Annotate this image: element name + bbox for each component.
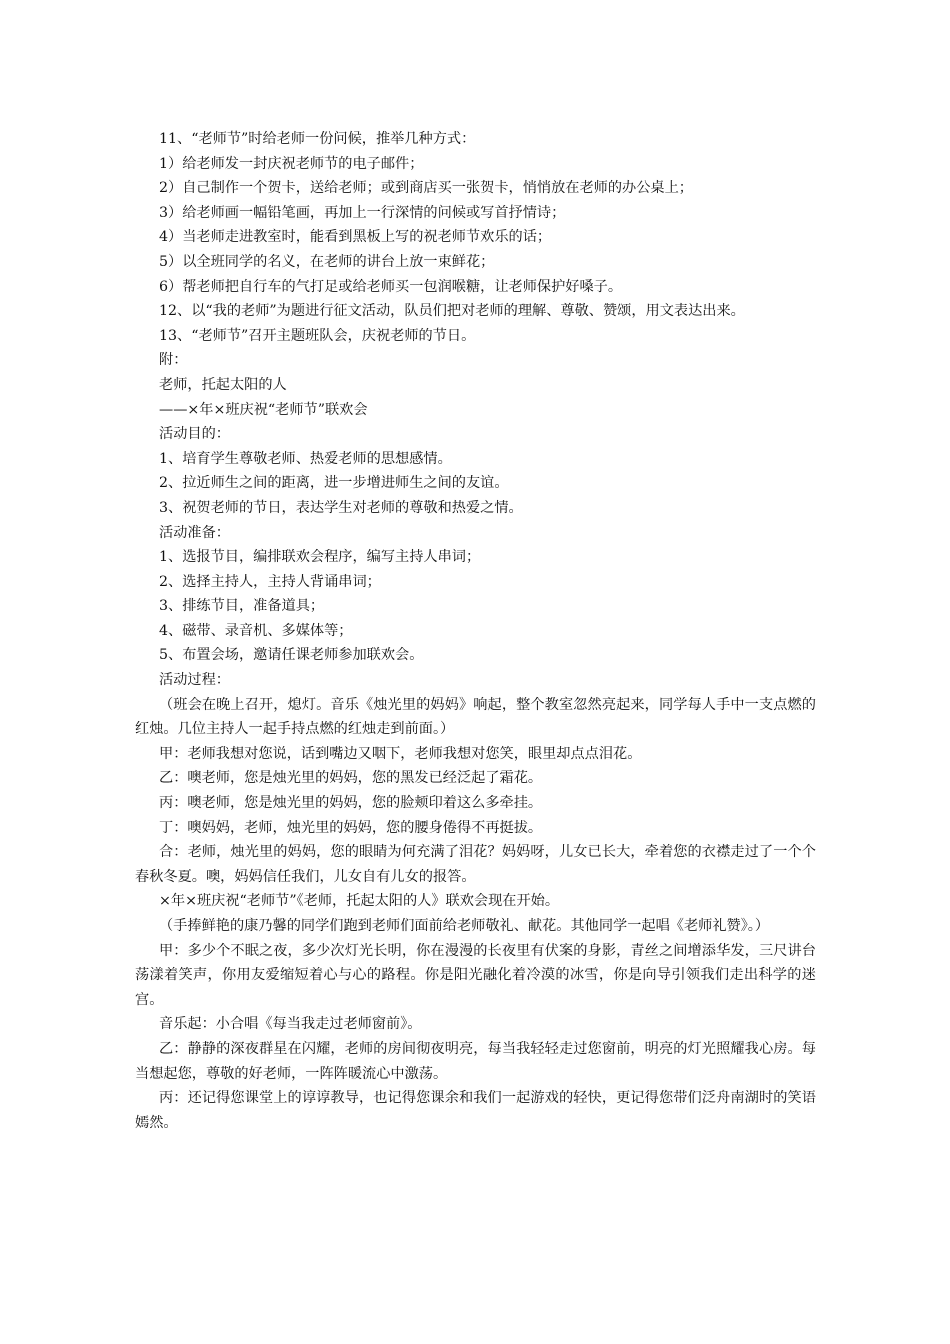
paragraph: 6）帮老师把自行车的气打足或给老师买一包润喉糖，让老师保护好嗓子。: [159, 278, 623, 295]
paragraph: 乙：噢老师，您是烛光里的妈妈，您的黑发已经泛起了霜花。: [159, 770, 543, 787]
paragraph: 丙：还记得您课堂上的谆谆教导，也记得您课余和我们一起游戏的轻快，更记得您带们泛舟南湖时的笑语嫣然。: [135, 1090, 816, 1131]
heading: 活动准备：: [159, 524, 230, 541]
paragraph: 13、“老师节”召开主题班队会，庆祝老师的节日。: [159, 327, 476, 344]
paragraph: 2、拉近师生之间的距离，进一步增进师生之间的友谊。: [159, 475, 509, 492]
heading: 活动目的：: [159, 426, 230, 443]
section-title: 老师，托起太阳的人: [159, 376, 287, 393]
heading: 活动过程：: [159, 672, 230, 689]
paragraph: 4）当老师走进教室时，能看到黑板上写的祝老师节欢乐的话；: [159, 229, 552, 246]
paragraph: 11、“老师节”时给老师一份问候，推举几种方式：: [159, 131, 476, 147]
paragraph: 1）给老师发一封庆祝老师节的电子邮件；: [159, 155, 424, 172]
paragraph: ×年×班庆祝“老师节”《老师，托起太阳的人》联欢会现在开始。: [159, 893, 560, 910]
paragraph: 3）给老师画一幅铅笔画，再加上一行深情的问候或写首抒情诗；: [159, 204, 566, 221]
paragraph: 乙：静静的深夜群星在闪耀，老师的房间彻夜明亮，每当我轻轻走过您窗前，明亮的灯光照耀我心房。每当想起您，尊敬的好老师，一阵阵暖流心中激荡。: [135, 1040, 816, 1082]
paragraph: 2、选择主持人，主持人背诵串词；: [159, 573, 381, 590]
paragraph: 5、布置会场，邀请任课老师参加联欢会。: [159, 647, 424, 664]
paragraph: 2）自己制作一个贺卡，送给老师；或到商店买一张贺卡，悄悄放在老师的办公桌上；: [159, 180, 693, 197]
paragraph: （班会在晚上召开，熄灯。音乐《烛光里的妈妈》响起，整个教室忽然亮起来，同学每人手中一支点燃的红烛。几位主持人一起手持点燃的红烛走到前面。）: [135, 696, 816, 738]
paragraph: 甲：老师我想对您说，话到嘴边又咽下，老师我想对您笑，眼里却点点泪花。: [159, 745, 642, 762]
paragraph: 3、排练节目，准备道具；: [159, 598, 325, 615]
paragraph: 丁：噢妈妈，老师，烛光里的妈妈，您的腰身倦得不再挺拔。: [159, 819, 543, 836]
paragraph: 5）以全班同学的名义，在老师的讲台上放一束鲜花；: [159, 253, 495, 270]
paragraph: 12、以“我的老师”为题进行征文活动，队员们把对老师的理解、尊敬、赞颂，用文表达出来。: [159, 303, 745, 320]
section-subtitle: ——×年×班庆祝“老师节”联欢会: [159, 401, 368, 418]
paragraph: 3、祝贺老师的节日，表达学生对老师的尊敬和热爱之情。: [159, 499, 523, 516]
paragraph: 合：老师，烛光里的妈妈，您的眼睛为何充满了泪花？妈妈呀，儿女已长大，牵着您的衣襟走过了一个个春秋冬夏。噢，妈妈信任我们，儿女自有儿女的报答。: [135, 844, 816, 885]
paragraph: 甲：多少个不眠之夜，多少次灯光长明，你在漫漫的长夜里有伏案的身影，青丝之间增添华发，三尺讲台荡漾着笑声，你用友爱缩短着心与心的路程。你是阳光融化着冷漠的冰雪，你是向导引领我们走出科学的迷宫。: [135, 942, 816, 1008]
paragraph: 丙：噢老师，您是烛光里的妈妈，您的脸颊印着这么多牵挂。: [159, 795, 543, 812]
paragraph: 1、选报节目，编排联欢会程序，编写主持人串词；: [159, 549, 481, 566]
paragraph: 1、培育学生尊敬老师、热爱老师的思想感情。: [159, 450, 452, 467]
paragraph: 附：: [159, 352, 188, 369]
paragraph: 音乐起：小合唱《每当我走过老师窗前》。: [159, 1016, 422, 1033]
paragraph: （手捧鲜艳的康乃馨的同学们跑到老师们面前给老师敬礼、献花。其他同学一起唱《老师礼赞》。）: [159, 918, 770, 934]
paragraph: 4、磁带、录音机、多媒体等；: [159, 622, 353, 639]
document-body: [135, 127, 816, 1135]
